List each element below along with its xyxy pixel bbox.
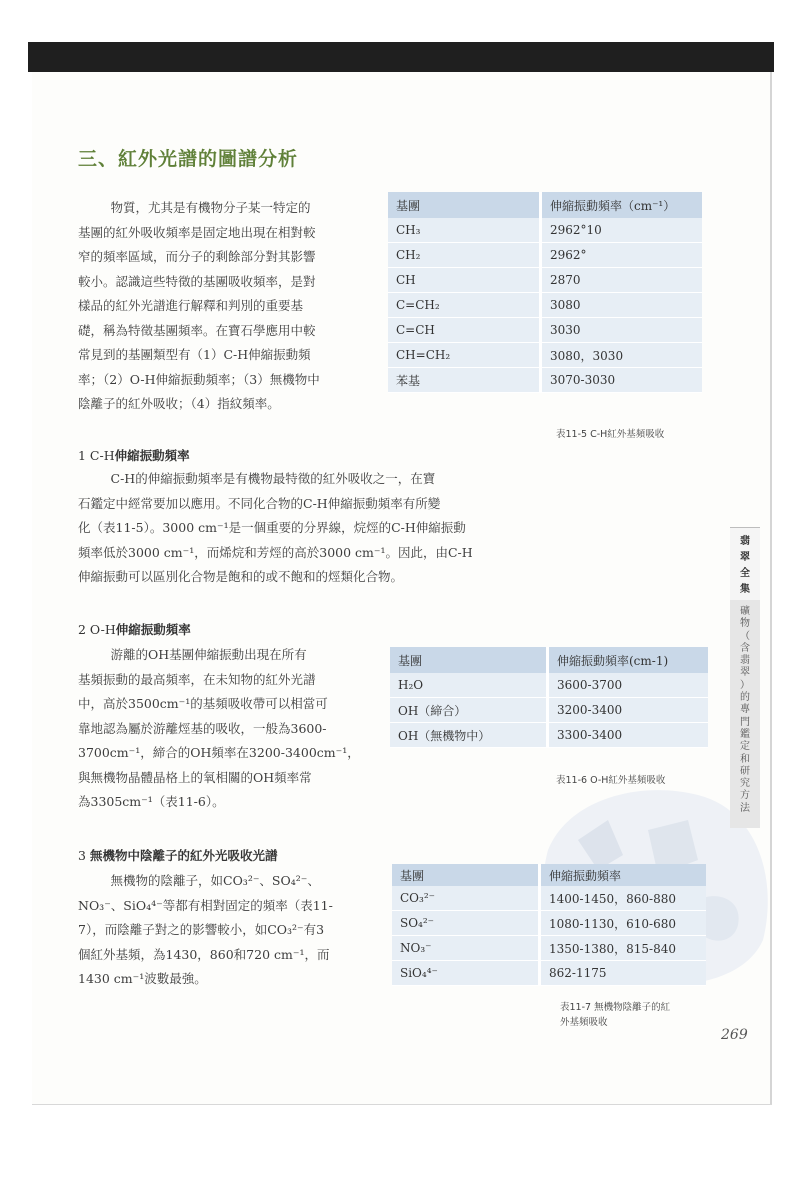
anion-line: 1430 cm⁻¹波數最強。 (78, 971, 207, 986)
table-cell: OH（無機物中） (390, 723, 548, 748)
c-h-line: 石鑑定中經常要加以應用。不同化合物的C-H伸縮振動頻率有所變 (78, 495, 441, 511)
table-header-row (392, 864, 706, 886)
table-caption: 表11-5 C-H紅外基頻吸收 (556, 429, 665, 440)
table-header-cell: 伸縮振動頻率(cm-1) (548, 647, 709, 673)
table-cell: 3080 (541, 293, 703, 318)
table-cell: 3600-3700 (548, 673, 709, 698)
table-cell: H₂O (390, 673, 548, 698)
o-h-line: 3700cm⁻¹，締合的OH頻率在3200-3400cm⁻¹， (78, 745, 360, 760)
table-cell: 2870 (541, 268, 703, 293)
o-h-paragraph (78, 643, 376, 815)
subsection-title: 伸縮振動頻率 (115, 622, 191, 637)
anion-line: 個紅外基頻，為1430，860和720 cm⁻¹，而 (78, 946, 330, 962)
intro-line: 基團的紅外吸收頻率是固定地出現在相對較 (78, 224, 316, 240)
table-cell: NO₃⁻ (392, 936, 540, 961)
subsection-number: 3 (78, 848, 90, 863)
table-11-7 (392, 864, 706, 986)
table-row (392, 911, 706, 936)
table-cell: C=CH₂ (388, 293, 541, 318)
table-11-6 (390, 647, 708, 748)
table-row (388, 243, 702, 268)
table-cell: CH₂ (388, 243, 541, 268)
table-cell: 3300-3400 (548, 723, 709, 748)
table-header-row (390, 647, 708, 673)
o-h-line: 與無機物晶體晶格上的氧相關的OH頻率常 (78, 769, 312, 785)
anion-line: 7），而陰離子對之的影響較小，如CO₃²⁻有3 (78, 922, 325, 937)
table-row (388, 218, 702, 243)
table-header-cell: 基團 (392, 864, 540, 886)
c-h-line: 伸縮振動可以區別化合物是飽和的或不飽和的烴類化合物。 (78, 569, 404, 584)
table-row (392, 886, 706, 911)
table-caption-line: 表11-7 無機物陰離子的紅 (560, 1002, 671, 1013)
o-h-line: 靠地認為屬於游離烴基的吸收，一般為3600- (78, 720, 327, 736)
anion-line: NO₃⁻、SiO₄⁴⁻等都有相對固定的頻率（表11- (78, 897, 333, 913)
subsection-number: 2 O-H (78, 622, 116, 637)
intro-line: 率；（2）O-H伸縮振動頻率；（3）無機物中 (78, 371, 320, 387)
section-heading: 三、紅外光譜的圖譜分析 (78, 148, 299, 170)
table-cell: 862-1175 (540, 961, 707, 986)
c-h-paragraph (78, 467, 538, 590)
table-cell: CH=CH₂ (388, 343, 541, 368)
page-number: 269 (721, 1027, 748, 1043)
table-cell: C=CH (388, 318, 541, 343)
table-cell: 1400-1450，860-880 (540, 886, 707, 911)
table-caption: 表11-6 O-H紅外基頻吸收 (556, 775, 666, 786)
o-h-line: 為3305cm⁻¹（表11-6）。 (78, 794, 225, 809)
table-cell: 2962°10 (541, 218, 703, 243)
table-cell: OH（締合） (390, 698, 548, 723)
intro-line: 樣品的紅外光譜進行解釋和判別的重要基 (78, 298, 304, 313)
subsection-title: 伸縮振動頻率 (114, 448, 190, 463)
table-row (388, 318, 702, 343)
table-header-cell: 基團 (390, 647, 548, 673)
table-cell: SiO₄⁴⁻ (392, 961, 540, 986)
table-cell: CH₃ (388, 218, 541, 243)
table-cell: 1350-1380，815-840 (540, 936, 707, 961)
intro-paragraph (78, 196, 364, 417)
table-row (388, 268, 702, 293)
table-cell: 苯基 (388, 368, 541, 393)
table-row (388, 368, 702, 393)
table-header-cell: 伸縮振動頻率 (540, 864, 707, 886)
intro-line: 較小。認識這些特徵的基團吸收頻率，是對 (78, 273, 316, 289)
subsection-heading-2 (78, 620, 191, 638)
intro-line: 物質，尤其是有機物分子某一特定的 (110, 200, 311, 215)
c-h-line: C-H的伸縮振動頻率是有機物最特徵的紅外吸收之一，在寶 (110, 471, 436, 486)
table-row (390, 698, 708, 723)
scan-top-bar (28, 42, 774, 72)
table-caption (560, 1000, 670, 1030)
table-cell: CO₃²⁻ (392, 886, 540, 911)
intro-line: 礎，稱為特徵基團頻率。在寶石學應用中較 (78, 322, 316, 338)
table-row (392, 936, 706, 961)
table-cell: 3200-3400 (548, 698, 709, 723)
c-h-line: 頻率低於3000 cm⁻¹，而烯烷和芳烴的高於3000 cm⁻¹。因此，由C-H (78, 544, 473, 560)
table-header-row (388, 192, 702, 218)
subsection-heading-1 (78, 446, 190, 464)
table-cell: SO₄²⁻ (392, 911, 540, 936)
table-row (388, 343, 702, 368)
table-header-cell: 基團 (388, 192, 541, 218)
o-h-line: 中，高於3500cm⁻¹的基頻吸收帶可以相當可 (78, 696, 328, 711)
anion-line: 無機物的陰離子，如CO₃²⁻、SO₄²⁻、 (110, 873, 320, 888)
table-row (392, 961, 706, 986)
table-cell: 3030 (541, 318, 703, 343)
subsection-title: 無機物中陰離子的紅外光吸收光譜 (89, 848, 278, 863)
table-row (390, 673, 708, 698)
o-h-line: 游離的OH基團伸縮振動出現在所有 (110, 647, 307, 662)
intro-line: 陰離子的紅外吸收；（4）指紋頻率。 (78, 396, 280, 411)
chapter-side-tab (730, 527, 760, 828)
subsection-number: 1 C-H (78, 448, 115, 463)
table-header-cell: 伸縮振動頻率（cm⁻¹） (541, 192, 703, 218)
table-row (390, 723, 708, 748)
table-cell: 3080，3030 (541, 343, 703, 368)
table-11-5 (388, 192, 702, 393)
side-tab-book-title: 翡 翠 全 集 (740, 536, 750, 595)
table-cell: CH (388, 268, 541, 293)
intro-line: 常見到的基團類型有（1）C-H伸縮振動頻 (78, 347, 311, 362)
subsection-heading-3 (78, 846, 277, 864)
c-h-line: 化（表11-5）。3000 cm⁻¹是一個重要的分界線，烷烴的C-H伸縮振動 (78, 520, 466, 535)
o-h-line: 基頻振動的最高頻率，在未知物的紅外光譜 (78, 671, 316, 687)
table-cell: 3070-3030 (541, 368, 703, 393)
table-caption-line: 外基頻吸收 (560, 1017, 608, 1028)
table-row (388, 293, 702, 318)
table-cell: 2962° (541, 243, 703, 268)
anion-paragraph (78, 869, 374, 992)
side-tab-chapter-title: 礦 物 （ 含 翡 翠 ） 的 專 門 鑑 定 和 研 究 方 法 (740, 606, 750, 814)
table-cell: 1080-1130，610-680 (540, 911, 707, 936)
intro-line: 窄的頻率區域，而分子的剩餘部分對其影響 (78, 249, 316, 264)
